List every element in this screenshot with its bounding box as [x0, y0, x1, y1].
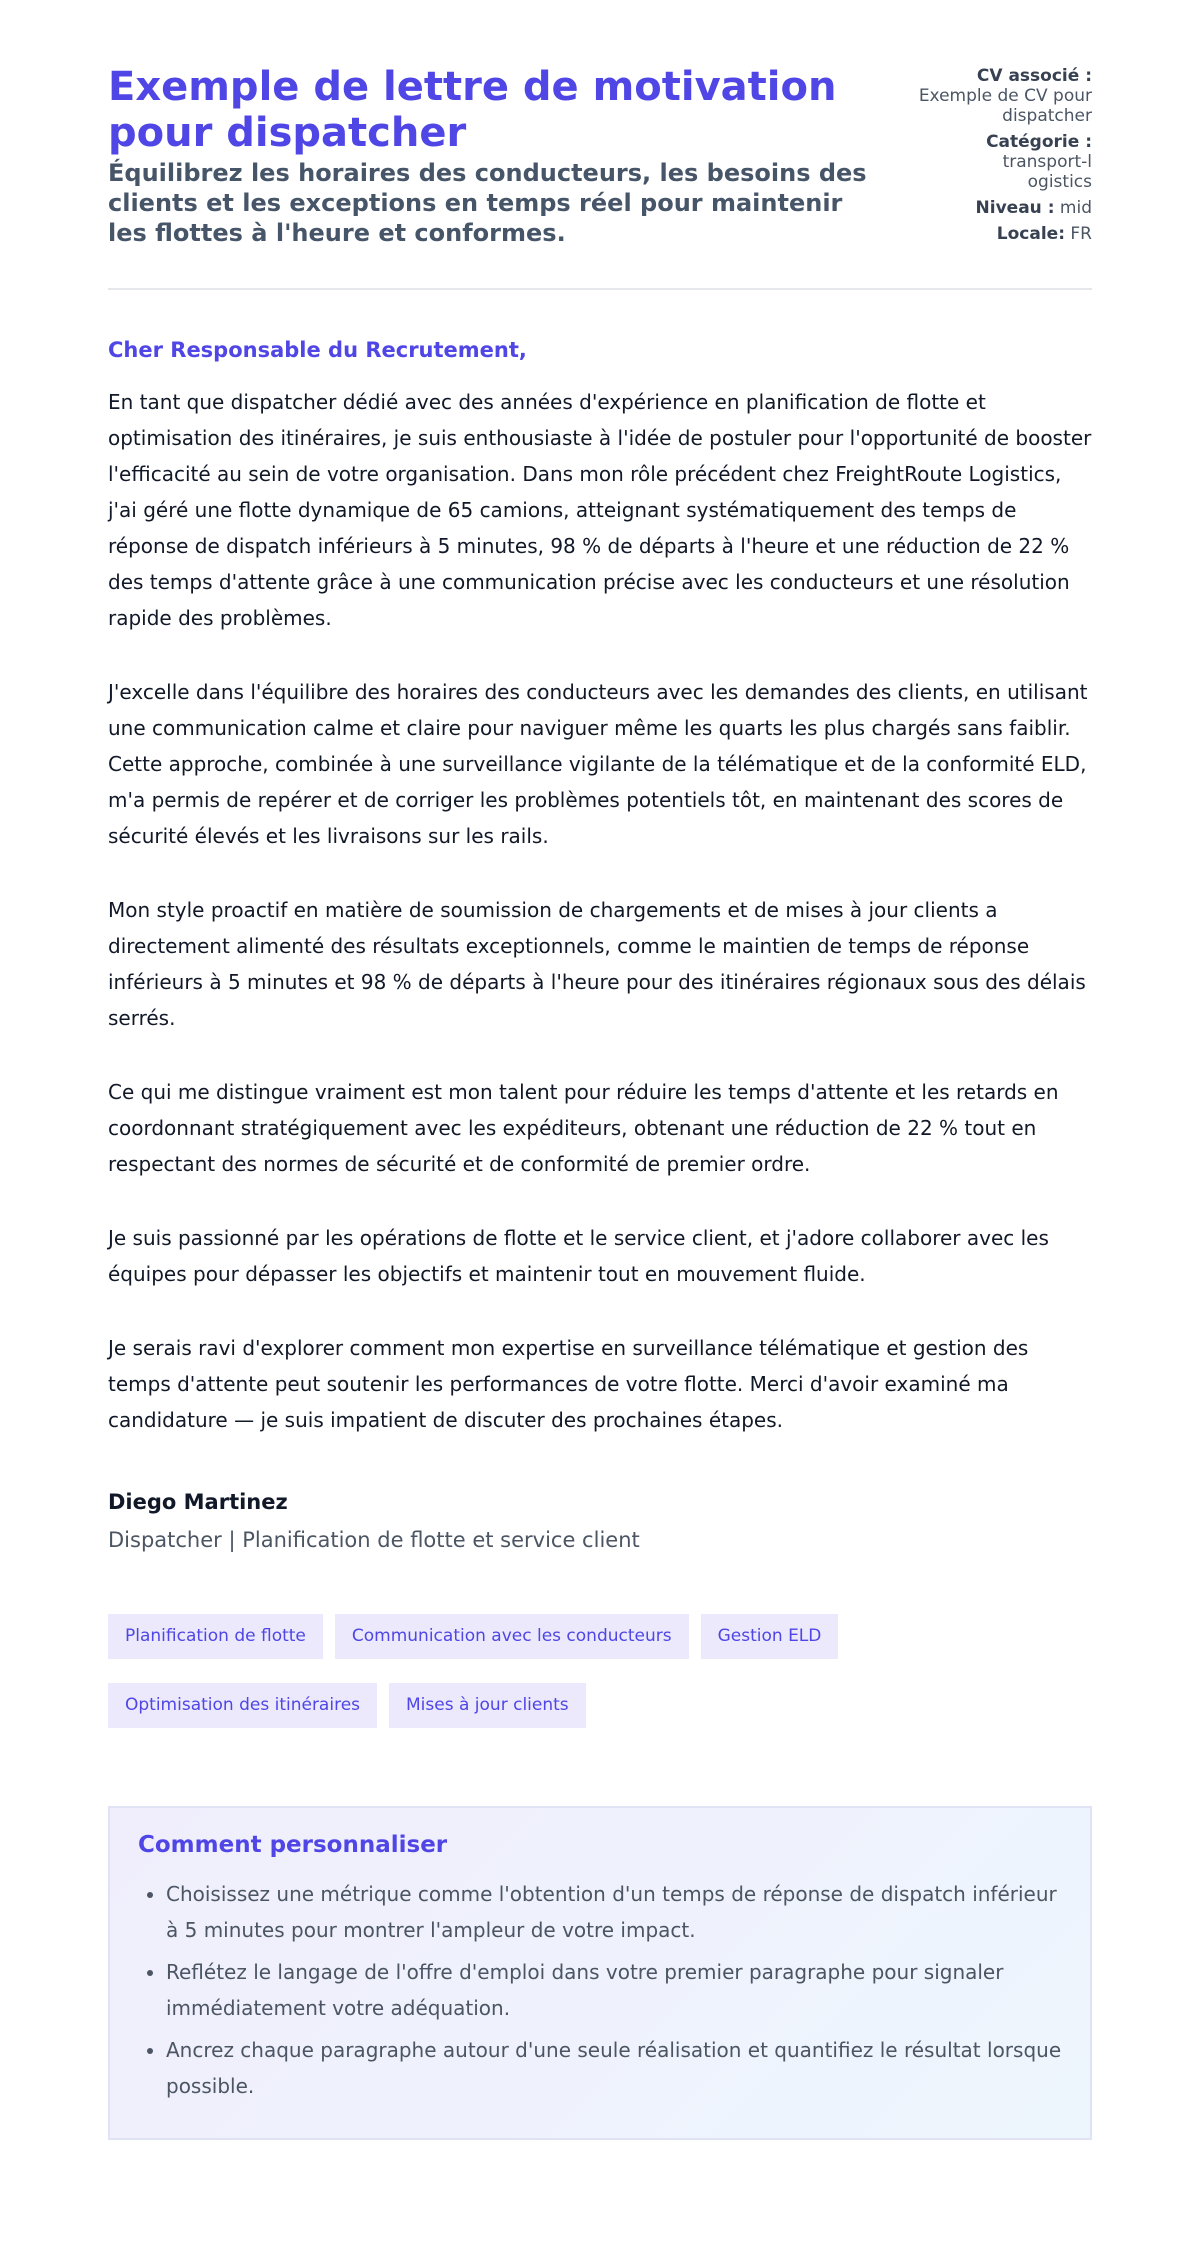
- customization-tips: [108, 1806, 1092, 2140]
- skill-tag: Mises à jour clients: [389, 1683, 586, 1728]
- tips-title: Comment personnaliser: [138, 1832, 448, 1858]
- signature-name: Diego Martinez: [108, 1490, 288, 1514]
- letter-paragraph: J'excelle dans l'équilibre des horaires des conducteurs avec les demandes des clients, en utilisant une communication calme et claire pour naviguer même les quarts les plus chargés sans faiblir. Cette approche, combinée à une surveillance vigilante de la télématique et de la conformité ELD, m'a permis de repérer et de corriger les problèmes potentiels tôt, en maintenant des scores de sécurité élevés et les livraisons sur les rails.: [108, 680, 1088, 848]
- meta-level: [902, 198, 1092, 218]
- meta-category: [902, 132, 1092, 192]
- letter-paragraph: Ce qui me distingue vraiment est mon talent pour réduire les temps d'attente et les retards en coordonnant stratégiquement avec les expéditeurs, obtenant une réduction de 22 % tout en respectant des normes de sécurité et de conformité de premier ordre.: [108, 1080, 1059, 1176]
- tip-item: • Ancrez chaque paragraphe autour d'une seule réalisation et quantifiez le résultat lorsque possible.: [166, 2032, 1062, 2104]
- header-divider: [108, 288, 1092, 290]
- meta-cv-label: CV associé :: [976, 66, 1092, 86]
- tip-item: • Choisissez une métrique comme l'obtention d'un temps de réponse de dispatch inférieur à 5 minutes pour montrer l'ampleur de votre impact.: [166, 1876, 1062, 1948]
- salutation: Cher Responsable du Recrutement,: [108, 338, 527, 362]
- letter-body: [108, 338, 1092, 1552]
- letter-paragraph: En tant que dispatcher dédié avec des années d'expérience en planification de flotte et optimisation des itinéraires, je suis enthousiaste à l'idée de postuler pour l'opportunité de booster l'efficacité au sein de votre organisation. Dans mon rôle précédent chez FreightRoute Logistics, j'ai géré une flotte dynamique de 65 camions, atteignant systématiquement des temps de réponse de dispatch inférieurs à 5 minutes, 98 % de départs à l'heure et une réduction de 22 % des temps d'attente grâce à une communication précise avec les conducteurs et une résolution rapide des problèmes.: [108, 390, 1092, 630]
- meta-locale-value: FR: [1070, 224, 1092, 244]
- skill-tag: Gestion ELD: [701, 1614, 839, 1659]
- meta-locale: [902, 224, 1092, 244]
- signature-title: Dispatcher | Planification de flotte et service client: [108, 1528, 640, 1552]
- skill-tags: [108, 1614, 908, 1728]
- meta-cv: [902, 66, 1092, 126]
- meta-cv-value: Exemple de CV pour dispatcher: [918, 86, 1092, 126]
- meta-locale-label: Locale:: [996, 224, 1065, 244]
- page-subtitle: Équilibrez les horaires des conducteurs, les besoins des clients et les exceptions en temps réel pour maintenir les flottes à l'heure et conformes.: [108, 159, 867, 247]
- meta-panel: [902, 66, 1092, 250]
- skill-tag: Communication avec les conducteurs: [335, 1614, 689, 1659]
- letter-paragraph: Je serais ravi d'explorer comment mon expertise en surveillance télématique et gestion des temps d'attente peut soutenir les performances de votre flotte. Merci d'avoir examiné ma candidature — je suis impatient de discuter des prochaines étapes.: [108, 1336, 1029, 1432]
- skill-tag: Planification de flotte: [108, 1614, 323, 1659]
- tip-item: • Reflétez le langage de l'offre d'emploi dans votre premier paragraphe pour signaler immédiatement votre adéquation.: [166, 1954, 1062, 2026]
- title-block: [108, 64, 868, 248]
- page-header: [108, 64, 1092, 250]
- skill-tag: Optimisation des itinéraires: [108, 1683, 377, 1728]
- tips-list: [138, 1876, 1062, 2104]
- letter-paragraph: Je suis passionné par les opérations de flotte et le service client, et j'adore collaborer avec les équipes pour dépasser les objectifs et maintenir tout en mouvement fluide.: [108, 1226, 1049, 1286]
- page-title: Exemple de lettre de motivation pour dispatcher: [108, 64, 837, 156]
- meta-level-label: Niveau :: [975, 198, 1055, 218]
- letter-paragraph: Mon style proactif en matière de soumission de chargements et de mises à jour clients a directement alimenté des résultats exceptionnels, comme le maintien de temps de réponse inférieurs à 5 minutes et 98 % de départs à l'heure pour des itinéraires régionaux sous des délais serrés.: [108, 898, 1086, 1030]
- meta-category-label: Catégorie :: [986, 132, 1092, 152]
- meta-category-value: transport-logistics: [1002, 152, 1092, 192]
- meta-level-value: mid: [1059, 198, 1092, 218]
